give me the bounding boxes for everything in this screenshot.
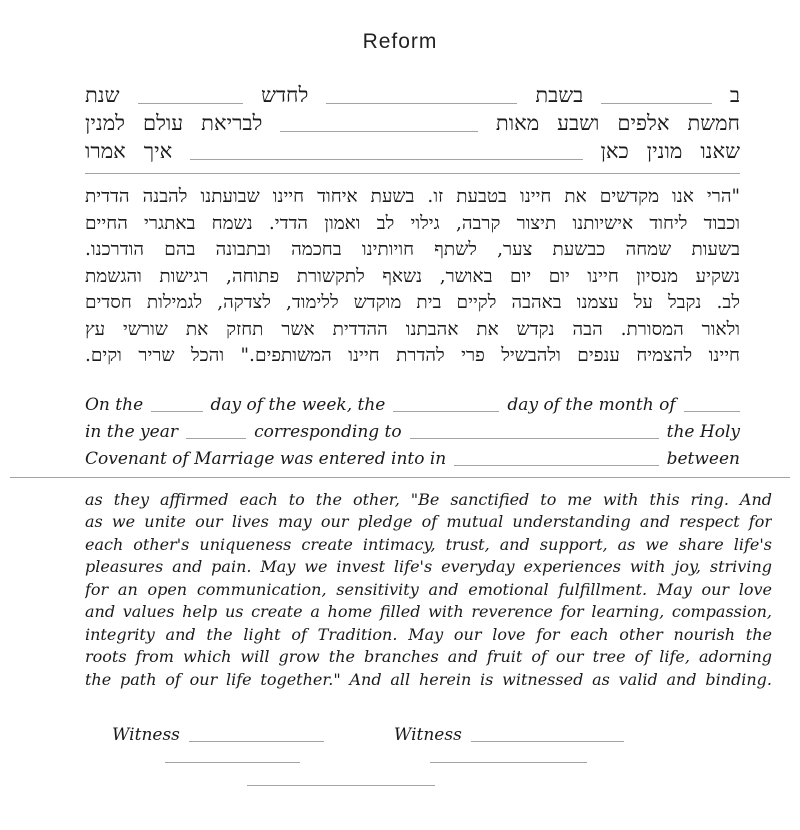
paragraph-line: pleasures and pain. May we invest life's everyday experiences with joy, striving xyxy=(85,557,772,576)
text-segment: בשבת xyxy=(535,83,584,107)
witness-second-line-row xyxy=(85,761,740,763)
english-date-line-1 xyxy=(85,388,740,415)
paragraph-line: וכבוד ליחוד אישיותנו תיצור קרבה, גילוי לב ואמון הדדי. נשמח באתגרי החיים xyxy=(85,212,740,234)
english-date-line-3 xyxy=(85,442,740,469)
paragraph-line: ולאור המסורת. הבה נקדש את אהבתנו ההדדית אשר תחזק את שורשי עץ xyxy=(85,318,740,340)
paragraph-line: חיינו להצמיח ענפים ולהבשיל פרי להדרת חיינו המשותפים." והכל שריר וקים. xyxy=(85,345,740,366)
witness-1-signature-line xyxy=(189,739,324,742)
paragraph-line: as they affirmed each to the other, "Be sanctified to me with this ring. And xyxy=(85,489,772,509)
paragraph-line: and values help us create a home filled with reverence for learning, compassion, xyxy=(85,602,772,621)
hebrew-date-line-2 xyxy=(85,108,740,136)
text-segment: שנת xyxy=(85,83,120,107)
paragraph-line: בשעות שמחה כבשעת צער, לשתף חויותינו בחכמה ובתבונה בהם הודרכנו. xyxy=(85,239,740,260)
text-segment: מאות xyxy=(495,111,540,135)
paragraph-line: integrity and the light of Tradition. May our love for each other nourish the xyxy=(85,624,772,644)
text-segment: ושבע xyxy=(557,111,600,135)
text-segment: למנין xyxy=(85,111,125,135)
blank-line xyxy=(138,101,244,104)
ketubah-document xyxy=(0,30,800,830)
paragraph-line: as we unite our lives may our pledge of mutual understanding and respect for xyxy=(85,512,772,531)
paragraph-line: the path of our life together." And all herein is witnessed as valid and binding. xyxy=(85,669,772,689)
english-date-section xyxy=(85,388,740,469)
paragraph-line: "הרי אנו מקדשים את חיינו בטבעת זו. בשעת איחוד חיינו שבועתנו להבנה הדדית xyxy=(85,186,740,207)
english-paragraph xyxy=(85,489,772,692)
names-blank-line xyxy=(10,476,790,478)
paragraph-line: each other's uniqueness create intimacy, trust, and support, as we share life's xyxy=(85,534,772,554)
witness-2-label: Witness xyxy=(393,725,462,745)
witness-1-group xyxy=(112,725,324,745)
text-segment: איך xyxy=(143,139,173,163)
text-segment: אלפים xyxy=(617,111,670,135)
text-segment: On the xyxy=(85,394,144,415)
hebrew-paragraph xyxy=(85,184,740,370)
blank-line xyxy=(393,409,499,412)
blank-line xyxy=(151,409,202,412)
blank-line xyxy=(326,101,517,104)
text-segment: עולם xyxy=(142,111,184,135)
text-segment: חמשת xyxy=(687,111,740,135)
text-segment: לחדש xyxy=(261,83,309,107)
paragraph-line: for an open communication, sensitivity and emotional fulfillment. May our love xyxy=(85,579,772,599)
blank-line xyxy=(280,129,478,132)
paragraph-line: roots from which will grow the branches and fruit of our tree of life, adorning xyxy=(85,647,772,666)
blank-line xyxy=(410,436,659,439)
officiant-signature-line xyxy=(247,784,435,786)
text-segment: אמרו xyxy=(85,139,126,163)
text-segment: Covenant of Marriage was entered into in xyxy=(85,448,447,469)
section-divider xyxy=(85,173,740,174)
witness-1-label: Witness xyxy=(112,725,180,745)
hebrew-date-line-3 xyxy=(85,136,740,164)
blank-line xyxy=(186,436,246,439)
text-segment: in the year xyxy=(85,421,178,442)
witness-signature-row xyxy=(85,719,740,745)
witness-section xyxy=(85,719,740,786)
blank-line xyxy=(684,409,740,412)
blank-line xyxy=(601,101,712,104)
hebrew-date-line-1 xyxy=(85,80,740,108)
text-segment: between xyxy=(666,448,740,469)
blank-line xyxy=(454,463,658,466)
text-segment: שאנו xyxy=(700,139,740,163)
text-segment: corresponding to xyxy=(254,421,402,442)
witness-2-signature-line xyxy=(471,739,624,742)
text-segment: ב xyxy=(729,83,740,107)
paragraph-line: לב. נקבל על עצמנו באהבה לקיים בית מוקדש ללימוד, לצדקה, לגמילות חסדים xyxy=(85,292,740,313)
text-segment: day of the month of xyxy=(507,394,676,415)
paragraph-line: נשקיע מנסיון חיינו יום יום באושר, נשאף לתקשורת פתוחה, רגישות והגשמת xyxy=(85,265,740,287)
page-title: Reform xyxy=(362,30,438,53)
text-segment: day of the week, the xyxy=(210,394,386,415)
officiant-line-row xyxy=(85,784,740,786)
hebrew-date-section xyxy=(85,80,740,164)
blank-line xyxy=(190,157,582,160)
english-date-line-2 xyxy=(85,415,740,442)
text-segment: לבריאת xyxy=(201,111,263,135)
witness-1-second-line xyxy=(165,761,300,763)
witness-2-group xyxy=(394,725,624,745)
text-segment: the Holy xyxy=(666,421,740,442)
witness-2-second-line xyxy=(430,761,587,763)
text-segment: מונין xyxy=(646,139,683,163)
text-segment: כאן xyxy=(600,139,629,163)
